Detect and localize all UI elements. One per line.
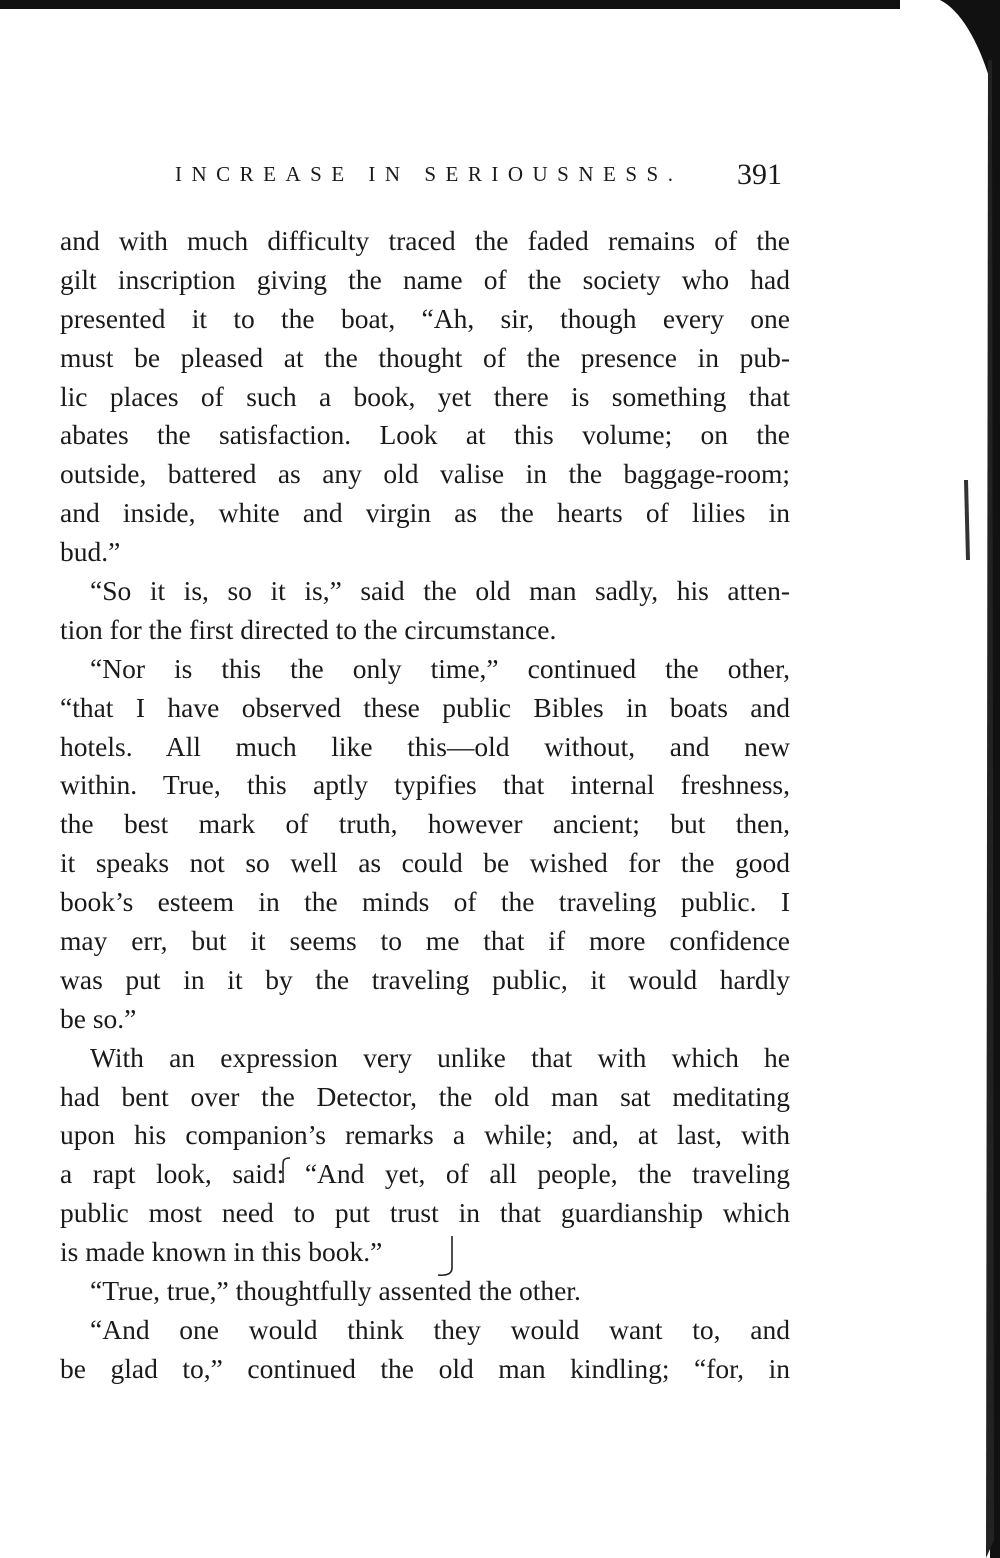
text-line: may err, but it seems to me that if more confidence xyxy=(60,925,790,957)
text-line: must be pleased at the thought of the presence in pub- xyxy=(60,341,790,373)
text-line: “And one would think they would want to, and xyxy=(90,1313,790,1345)
page-edge-top xyxy=(0,0,900,9)
text-line: outside, battered as any old valise in the baggage-room; xyxy=(60,458,790,490)
page-number: 391 xyxy=(737,158,782,191)
text-line: lic places of such a book, yet there is something that xyxy=(60,380,790,412)
text-line: had bent over the Detector, the old man sat meditating xyxy=(60,1080,790,1112)
text-line: gilt inscription giving the name of the society who had xyxy=(60,263,790,295)
text-line: it speaks not so well as could be wished for the good xyxy=(60,847,790,879)
text-line: was put in it by the traveling public, it would hardly xyxy=(60,963,790,995)
text-line: upon his companion’s remarks a while; and, at last, with xyxy=(60,1119,790,1151)
text-line: within. True, this aptly typifies that internal freshness, xyxy=(60,769,790,801)
text-line: “So it is, so it is,” said the old man sadly, his atten- xyxy=(90,575,790,607)
text-line: presented it to the boat, “Ah, sir, though every one xyxy=(60,302,790,334)
text-body xyxy=(60,222,790,1389)
text-line: “Nor is this the only time,” continued the other, xyxy=(90,652,790,684)
text-line: tion for the first directed to the circumstance. xyxy=(60,613,557,645)
text-line: bud.” xyxy=(60,536,121,568)
text-line: public most need to put trust in that guardianship which xyxy=(60,1197,790,1229)
text-line: book’s esteem in the minds of the traveling public. I xyxy=(60,886,790,918)
page-edge-shadow xyxy=(920,0,1000,1558)
text-line: is made known in this book.” xyxy=(60,1236,383,1268)
text-line: be glad to,” continued the old man kindling; “for, in xyxy=(60,1352,790,1384)
text-line: and with much difficulty traced the faded remains of the xyxy=(60,225,790,256)
text-line: be so.” xyxy=(60,1002,137,1034)
text-line: and inside, white and virgin as the hearts of lilies in xyxy=(60,497,790,529)
running-head xyxy=(60,158,782,194)
text-line: a rapt look, said: “And yet, of all people, the traveling xyxy=(60,1158,790,1190)
text-line: With an expression very unlike that with which he xyxy=(90,1041,790,1073)
text-line: hotels. All much like this—old without, and new xyxy=(60,730,790,762)
running-title: INCREASE IN SERIOUSNESS. xyxy=(175,162,683,186)
text-line: “that I have observed these public Bibles in boats and xyxy=(60,691,790,723)
text-line: “True, true,” thoughtfully assented the other. xyxy=(90,1275,581,1307)
text-line: the best mark of truth, however ancient; but then, xyxy=(60,808,790,840)
text-line: abates the satisfaction. Look at this volume; on the xyxy=(60,419,790,451)
